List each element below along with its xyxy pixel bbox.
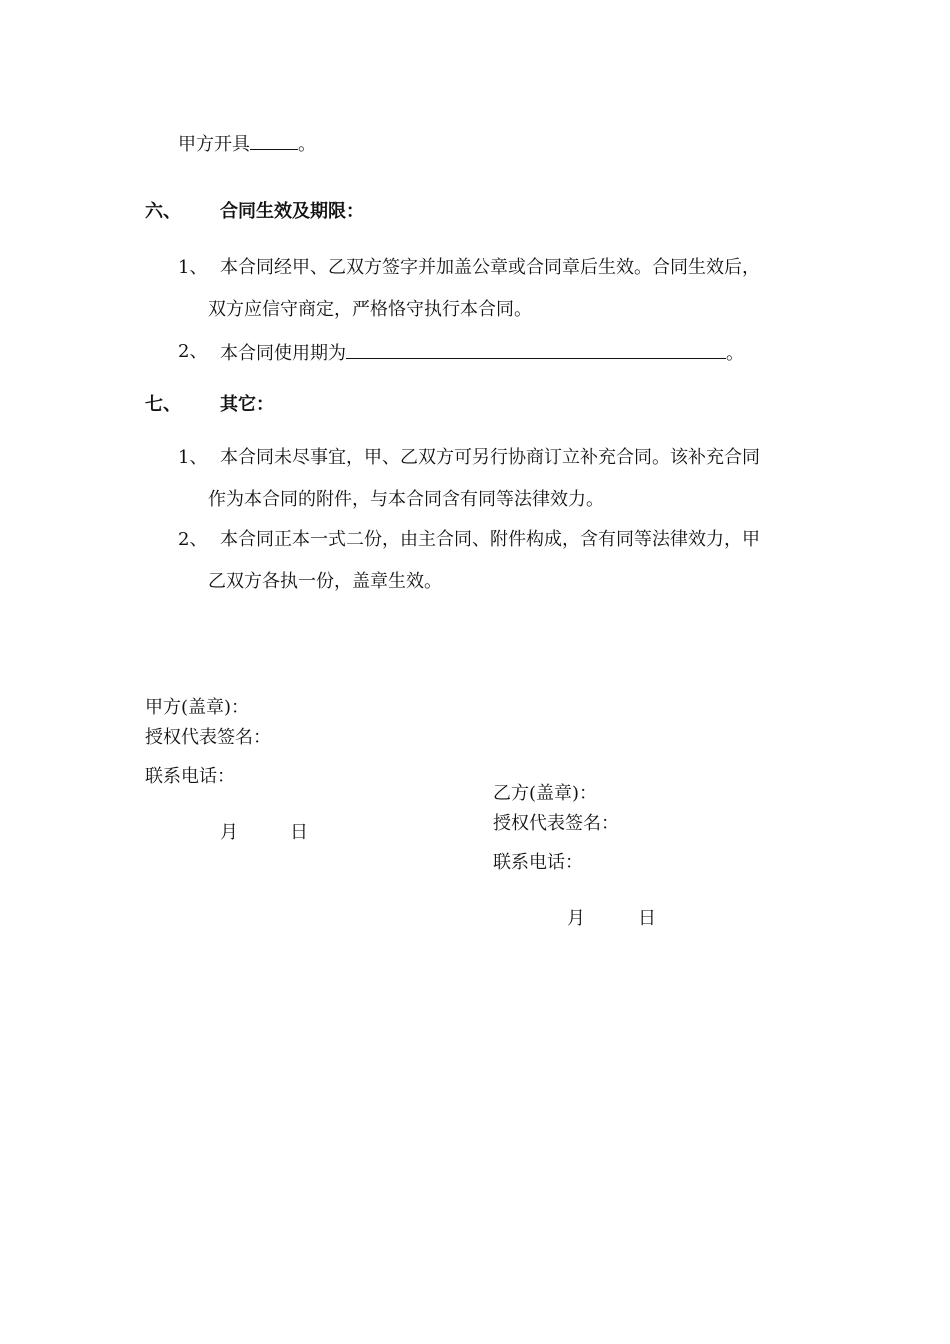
party-a-month-label: 月 <box>220 822 238 843</box>
section7-number: 七、 <box>145 394 181 415</box>
party-b-phone-label: 联系电话： <box>493 852 583 873</box>
party-a-issue-suffix: 。 <box>298 134 316 155</box>
section6-item2-suffix: 。 <box>726 343 744 364</box>
section7-item1-line1: 本合同未尽事宜，甲、乙双方可另行协商订立补充合同。该补充合同 <box>220 447 760 468</box>
section6-item2-prefix: 本合同使用期为 <box>220 343 346 364</box>
party-b-month-label: 月 <box>567 908 585 929</box>
section6-title: 合同生效及期限： <box>220 201 364 222</box>
party-b-seal-label: 乙方(盖章)： <box>493 783 598 804</box>
party-a-issue-prefix: 甲方开具 <box>178 134 250 155</box>
party-b-rep-label: 授权代表签名： <box>493 813 619 834</box>
section7-item1-line2: 作为本合同的附件，与本合同含有同等法律效力。 <box>208 489 604 510</box>
section7-item2-line1: 本合同正本一式二份，由主合同、附件构成，含有同等法律效力，甲 <box>220 529 760 550</box>
party-a-rep-label: 授权代表签名： <box>145 727 271 748</box>
party-b-day-label: 日 <box>638 908 656 929</box>
section6-item1-line2: 双方应信守商定，严格恪守执行本合同。 <box>208 299 532 320</box>
party-a-phone-label: 联系电话： <box>145 766 235 787</box>
party-a-seal-label: 甲方(盖章)： <box>145 697 250 718</box>
party-a-day-label: 日 <box>290 822 308 843</box>
section6-number: 六、 <box>145 201 181 222</box>
section6-item2-number: 2、 <box>178 341 208 362</box>
party-a-issue-line <box>178 131 316 157</box>
party-a-issue-blank <box>250 131 298 150</box>
contract-period-blank <box>346 340 726 359</box>
section7-title: 其它： <box>220 394 274 415</box>
section7-item2-number: 2、 <box>178 529 208 550</box>
section6-item1-line1: 本合同经甲、乙双方签字并加盖公章或合同章后生效。合同生效后， <box>220 257 760 278</box>
section6-item2-line <box>220 340 744 366</box>
section7-item1-number: 1、 <box>178 447 208 468</box>
section6-item1-number: 1、 <box>178 257 208 278</box>
section7-item2-line2: 乙双方各执一份，盖章生效。 <box>208 571 442 592</box>
